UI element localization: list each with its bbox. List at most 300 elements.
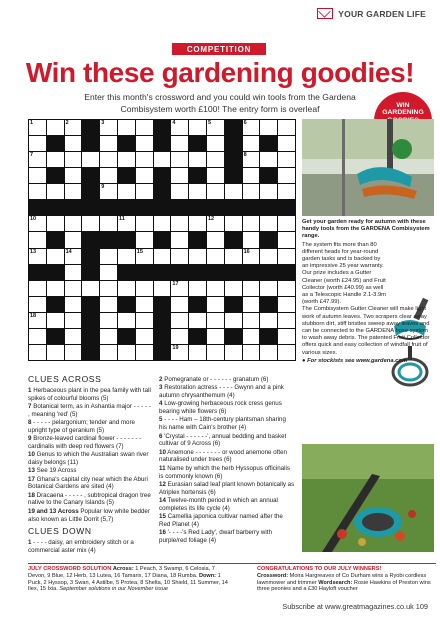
crossword-block [47,265,64,280]
crossword-cell[interactable] [29,152,46,167]
crossword-block [82,200,99,215]
clue-item-number: 1 [28,386,32,394]
crossword-cell[interactable] [65,265,82,280]
clue-number: 9 [101,184,105,191]
crossword-cell[interactable] [243,120,260,135]
clue-item-text: Anemone - - - - - - - or wood anemone often naturalised under trees (6) [159,448,287,464]
crossword-cell[interactable] [47,120,64,135]
crossword-cell[interactable] [171,152,188,167]
crossword-cell[interactable] [278,297,295,312]
crossword-cell[interactable] [278,232,295,247]
crossword-cell[interactable] [47,281,64,296]
clues-column-right [159,376,295,545]
clue-item [159,416,295,432]
crossword-cell[interactable] [278,329,295,344]
crossword-block [118,168,135,183]
clues-across-heading: CLUES ACROSS [28,374,102,384]
crossword-cell[interactable] [136,232,153,247]
crossword-block [260,136,277,151]
crossword-cell[interactable] [118,313,135,328]
clue-item-number: 14 [159,496,166,504]
crossword-cell[interactable] [171,120,188,135]
crossword-cell[interactable] [29,216,46,231]
crossword-cell[interactable] [100,345,117,360]
clue-item-text: See 19 Across [36,467,77,475]
crossword-cell[interactable] [154,249,171,264]
clue-item [28,451,154,467]
crossword-cell[interactable] [171,329,188,344]
win-badge-line: WIN [396,101,410,109]
winners-wordsearch-label: Wordsearch: [318,579,353,586]
crossword-cell[interactable] [207,329,224,344]
crossword-cell[interactable] [278,216,295,231]
clue-number: 12 [207,216,215,223]
crossword-block [189,297,206,312]
crossword-cell[interactable] [29,168,46,183]
clue-number: 7 [30,152,34,159]
crossword-cell[interactable] [207,136,224,151]
crossword-block [118,329,135,344]
crossword-block [47,168,64,183]
clue-item-number: 16 [159,529,166,537]
crossword-block [47,136,64,151]
clue-item [159,384,295,400]
crossword-cell[interactable] [171,168,188,183]
clue-item [159,400,295,416]
crossword-block [47,232,64,247]
crossword-block [154,265,171,280]
crossword-cell[interactable] [29,297,46,312]
crossword-cell[interactable] [278,345,295,360]
crossword-cell[interactable] [278,184,295,199]
clue-item-number: 10 [28,451,35,459]
crossword-cell[interactable] [100,249,117,264]
clue-item-number: 13 [28,467,35,475]
crossword-cell[interactable] [136,313,153,328]
crossword-cell[interactable] [136,152,153,167]
crossword-block [154,313,171,328]
crossword-cell[interactable] [189,216,206,231]
crossword-cell[interactable] [243,136,260,151]
crossword-cell[interactable] [29,345,46,360]
crossword-block [47,200,64,215]
clue-number: 1 [30,120,34,126]
clue-item [28,508,154,524]
crossword-cell[interactable] [260,313,277,328]
crossword-cell[interactable] [100,281,117,296]
crossword-cell[interactable] [207,216,224,231]
crossword-cell[interactable] [100,216,117,231]
crossword-cell[interactable] [118,281,135,296]
crossword-cell[interactable] [207,184,224,199]
crossword-cell[interactable] [225,313,242,328]
clue-number: 15 [136,248,143,255]
crossword-block [260,168,277,183]
prize-lead: Get your garden ready for autumn with these handy tools from the GARDENA Combisystem range. [302,219,430,240]
garden-fruit-photo [302,444,434,552]
winners-box [257,566,435,593]
crossword-block [154,297,171,312]
crossword-cell[interactable] [171,136,188,151]
crossword-cell[interactable] [207,249,224,264]
crossword-cell[interactable] [171,345,188,360]
crossword-cell[interactable] [189,249,206,264]
crossword-cell[interactable] [154,216,171,231]
crossword-cell[interactable] [189,313,206,328]
crossword-cell[interactable] [260,152,277,167]
clue-item-text: Restoration actress - - - - Gwynn and a pink autumn chrysanthemum (4) [159,384,284,400]
clue-item-text: Popular low white bedder also known as Little Dorrit (5,7) [28,507,150,523]
section-brand: YOUR GARDEN LIFE [338,8,426,19]
clue-item [159,497,295,513]
crossword-cell[interactable] [171,184,188,199]
crossword-cell[interactable] [278,136,295,151]
solution-down: 1 Puck, 2 Hyssop, 3 Swan, 4 Astilbe, 5 Protea, 8 Shelta, 10 Shield, 11 Summer, 14 Ilex, 15 Ixia. [28,572,228,593]
crossword-block [225,297,242,312]
crossword-cell[interactable] [207,281,224,296]
solution-note: September solutions in our November issue [59,586,168,593]
crossword-cell[interactable] [100,265,117,280]
crossword-block [225,168,242,183]
crossword-cell[interactable] [207,232,224,247]
section-divider [28,563,436,564]
clue-item-number: 12 [159,480,166,488]
crossword-block [118,136,135,151]
clue-number: 10 [30,216,37,223]
clue-item-text: Genus to which the Australian swan river daisy belongs (11) [28,451,149,466]
crossword-block [82,345,99,360]
crossword-cell[interactable] [65,297,82,312]
crossword-cell[interactable] [243,281,260,296]
crossword-cell[interactable] [118,120,135,135]
crossword-cell[interactable] [100,136,117,151]
crossword-block [82,168,99,183]
crossword-grid[interactable] [28,119,296,361]
crossword-block [100,200,117,215]
clue-number: 11 [118,216,125,223]
clue-item [28,492,154,508]
crossword-cell[interactable] [278,313,295,328]
clue-item-text: Herbaceous plant in the pea family with tall spikes of colourful blooms (5) [28,386,151,402]
crossword-cell[interactable] [154,281,171,296]
clue-item-text: Botanical term, as in Ashantia major - - - - - , meaning 'red' (5) [28,402,151,418]
crossword-cell[interactable] [171,297,188,312]
crossword-cell[interactable] [29,249,46,264]
crossword-cell[interactable] [225,216,242,231]
clue-item-number: 15 [159,513,166,521]
crossword-cell[interactable] [243,313,260,328]
stockists-link[interactable]: For stockists see www.gardena.com [307,357,408,364]
crossword-cell[interactable] [65,184,82,199]
crossword-cell[interactable] [207,152,224,167]
crossword-block [154,136,171,151]
clue-number: 5 [207,120,212,126]
crossword-block [82,313,99,328]
clue-item-text: Name by which the herb Hyssopus officinalis is commonly known (6) [159,464,290,480]
crossword-block [118,200,135,215]
prize-description [302,219,434,365]
crossword-cell[interactable] [47,184,64,199]
crossword-cell[interactable] [243,216,260,231]
crossword-cell[interactable] [100,329,117,344]
clue-number: 18 [30,312,37,319]
crossword-cell[interactable] [243,168,260,183]
crossword-cell[interactable] [189,345,206,360]
solution-heading: JULY CROSSWORD SOLUTION [28,566,112,572]
crossword-cell[interactable] [65,168,82,183]
crossword-block [260,232,277,247]
crossword-cell[interactable] [207,168,224,183]
crossword-cell[interactable] [171,216,188,231]
crossword-cell[interactable] [118,345,135,360]
crossword-cell[interactable] [29,120,46,135]
clue-item-text: Eurasian salad leaf plant known botanically as Atriplex hortensis (6) [159,480,295,496]
clue-number: 17 [172,280,179,287]
crossword-cell[interactable] [225,281,242,296]
clue-item-number: 7 [28,402,32,410]
crossword-cell[interactable] [100,184,117,199]
clue-item-number: 17 [28,475,35,483]
crossword-cell[interactable] [189,152,206,167]
crossword-cell[interactable] [136,136,153,151]
crossword-cell[interactable] [29,313,46,328]
crossword-cell[interactable] [65,313,82,328]
crossword-cell[interactable] [260,345,277,360]
crossword-cell[interactable] [29,136,46,151]
crossword-cell[interactable] [100,313,117,328]
crossword-block [154,120,171,135]
crossword-cell[interactable] [171,249,188,264]
crossword-cell[interactable] [136,168,153,183]
crossword-block [29,200,46,215]
crossword-block [260,297,277,312]
crossword-block [65,200,82,215]
clue-item-text: Bronze-leaved cardinal flower - - - - - - - cardinalis with deep red flowers (7) [28,435,142,450]
crossword-block [225,200,242,215]
crossword-block [171,200,188,215]
crossword-block [82,265,99,280]
clue-item-number: 4 [159,400,163,408]
crossword-cell[interactable] [189,281,206,296]
crossword-solution [28,566,228,593]
crossword-cell[interactable] [29,184,46,199]
crossword-cell[interactable] [243,297,260,312]
crossword-block [47,297,64,312]
crossword-block [189,200,206,215]
crossword-cell[interactable] [260,281,277,296]
crossword-cell[interactable] [260,184,277,199]
crossword-block [278,265,295,280]
clue-number: 3 [101,120,105,126]
crossword-block [47,329,64,344]
crossword-cell[interactable] [100,297,117,312]
clue-number: 13 [30,248,37,255]
crossword-block [118,297,135,312]
crossword-cell[interactable] [243,345,260,360]
crossword-cell[interactable] [260,120,277,135]
winners-crossword-label: Crossword: [257,572,289,579]
crossword-cell[interactable] [65,136,82,151]
crossword-block [82,136,99,151]
crossword-block [225,152,242,167]
winners-heading: CONGRATULATIONS TO OUR JULY WINNERS! [257,566,382,572]
crossword-cell[interactable] [278,120,295,135]
clue-item-text: Twelve-month period in which an annual completes its life cycle (4) [159,496,278,512]
crossword-cell[interactable] [118,152,135,167]
crossword-cell[interactable] [100,168,117,183]
crossword-block [136,200,153,215]
crossword-cell[interactable] [243,329,260,344]
clue-item [28,387,154,403]
clue-item [28,467,154,475]
crossword-cell[interactable] [29,232,46,247]
clue-number: 14 [65,248,72,255]
clues-column-left [28,376,154,555]
prize-paragraph: The system fits more than 80 different heads for year-round garden tasks and is backed by an impressive 25 year warranty. [302,241,384,270]
crossword-cell[interactable] [100,152,117,167]
crossword-block [207,200,224,215]
crossword-cell[interactable] [29,281,46,296]
crossword-cell[interactable] [189,184,206,199]
crossword-cell[interactable] [65,232,82,247]
clue-item-number: 11 [159,464,166,472]
prize-paragraph: Our prize includes a Gutter Cleaner (worth £24.95) and Fruit Collector (worth £40.99) as well as a Telescopic Handle 2.1-3.9m (worth £47.99). [302,270,386,306]
crossword-block [118,265,135,280]
crossword-cell[interactable] [225,184,242,199]
clue-item-number: 3 [159,384,163,392]
crossword-cell[interactable] [243,152,260,167]
crossword-cell[interactable] [278,249,295,264]
crossword-cell[interactable] [171,313,188,328]
crossword-cell[interactable] [29,329,46,344]
crossword-block [243,265,260,280]
clue-item-text: Dracaena - - - - - , subtropical dragon tree native to the Canary Islands (5) [28,491,151,507]
crossword-block [154,329,171,344]
winners-wordsearch: Rosie Hawkins of Preston wins three peonies and a £30 Hayloft voucher [257,579,431,593]
crossword-cell[interactable] [65,249,82,264]
crossword-block [154,184,171,199]
page-title: Win these gardening goodies! [25,57,415,88]
page-header [317,8,426,19]
clue-item [28,435,154,451]
crossword-cell[interactable] [243,249,260,264]
clue-item-number: 18 [28,491,35,499]
crossword-block [260,329,277,344]
crossword-block [82,184,99,199]
envelope-icon [317,8,333,19]
crossword-block [82,329,99,344]
crossword-cell[interactable] [243,232,260,247]
crossword-cell[interactable] [154,152,171,167]
crossword-cell[interactable] [136,120,153,135]
crossword-cell[interactable] [136,216,153,231]
crossword-cell[interactable] [65,152,82,167]
crossword-cell[interactable] [136,345,153,360]
crossword-cell[interactable] [118,249,135,264]
crossword-cell[interactable] [207,345,224,360]
crossword-cell[interactable] [47,216,64,231]
crossword-cell[interactable] [100,120,117,135]
crossword-cell[interactable] [65,120,82,135]
crossword-cell[interactable] [136,329,153,344]
crossword-block [154,232,171,247]
crossword-cell[interactable] [65,216,82,231]
clue-item-text: Camellia japonica cultivar named after the Red Planet (4) [159,513,283,528]
crossword-cell[interactable] [171,232,188,247]
clue-item-number: 6 [159,432,163,440]
crossword-cell[interactable] [82,152,99,167]
clue-item-number: 5 [159,416,163,424]
crossword-cell[interactable] [47,249,64,264]
crossword-cell[interactable] [82,216,99,231]
clue-item-text: - - - - - pelargonium; tender and more upright type of geranium (5) [28,418,135,434]
clue-item-number: 2 [159,376,163,383]
crossword-cell[interactable] [207,313,224,328]
crossword-cell[interactable] [118,184,135,199]
competition-badge: COMPETITION [172,43,266,55]
stockists-note [302,358,434,365]
crossword-cell[interactable] [207,297,224,312]
crossword-cell[interactable] [243,184,260,199]
crossword-block [154,345,171,360]
clue-item-text: - - - - Ham – 18th-century plantsman sharing his name with Cain's brother (4) [159,416,286,432]
crossword-cell[interactable] [171,281,188,296]
crossword-cell[interactable] [82,281,99,296]
crossword-cell[interactable] [278,168,295,183]
crossword-cell[interactable] [278,152,295,167]
crossword-block [171,265,188,280]
clue-number: 2 [65,120,69,126]
crossword-cell[interactable] [47,313,64,328]
crossword-cell[interactable] [136,281,153,296]
crossword-cell[interactable] [260,216,277,231]
intro-text: Enter this month's crossword and you could win tools from the Gardena Combisystem worth £100! The entry form is overleaf [84,92,356,114]
clue-item-text: Low-growing herbaceous rock cress genus bearing white flowers (6) [159,400,282,416]
crossword-cell[interactable] [136,297,153,312]
crossword-block [136,265,153,280]
crossword-block [189,136,206,151]
clue-item [159,433,295,449]
crossword-cell[interactable] [47,345,64,360]
crossword-cell[interactable] [207,120,224,135]
crossword-cell[interactable] [65,329,82,344]
crossword-cell[interactable] [225,249,242,264]
clue-item [159,513,295,529]
crossword-block [225,120,242,135]
crossword-cell[interactable] [189,120,206,135]
crossword-cell[interactable] [47,152,64,167]
crossword-cell[interactable] [136,249,153,264]
clue-number: 4 [172,120,176,126]
crossword-block [189,329,206,344]
crossword-cell[interactable] [65,345,82,360]
crossword-block [154,200,171,215]
crossword-cell[interactable] [260,249,277,264]
crossword-block [82,249,99,264]
clue-item [28,539,154,555]
crossword-cell[interactable] [278,281,295,296]
clue-number: 8 [243,152,247,159]
crossword-cell[interactable] [65,281,82,296]
clue-item-text: Ghana's capital city near which the Aburi Botanical Gardens are sited (4) [28,475,148,491]
crossword-block [225,329,242,344]
crossword-cell[interactable] [118,216,135,231]
crossword-cell[interactable] [225,345,242,360]
clue-item-number: 19 and 13 Across [28,507,79,515]
prize-paragraph: The Combisystem Gutter Cleaner will make light work of autumn leaves. Two scrapers clear away stubborn dirt, stiff bristles sweep away leaves and can be connected to the GARDENA hose system to wash away debris. The patented Fruit Collector offers quick and easy collection of windfall fruit of various sizes. [302,306,430,356]
crossword-cell[interactable] [136,184,153,199]
clue-item-number: 8 [28,418,32,426]
